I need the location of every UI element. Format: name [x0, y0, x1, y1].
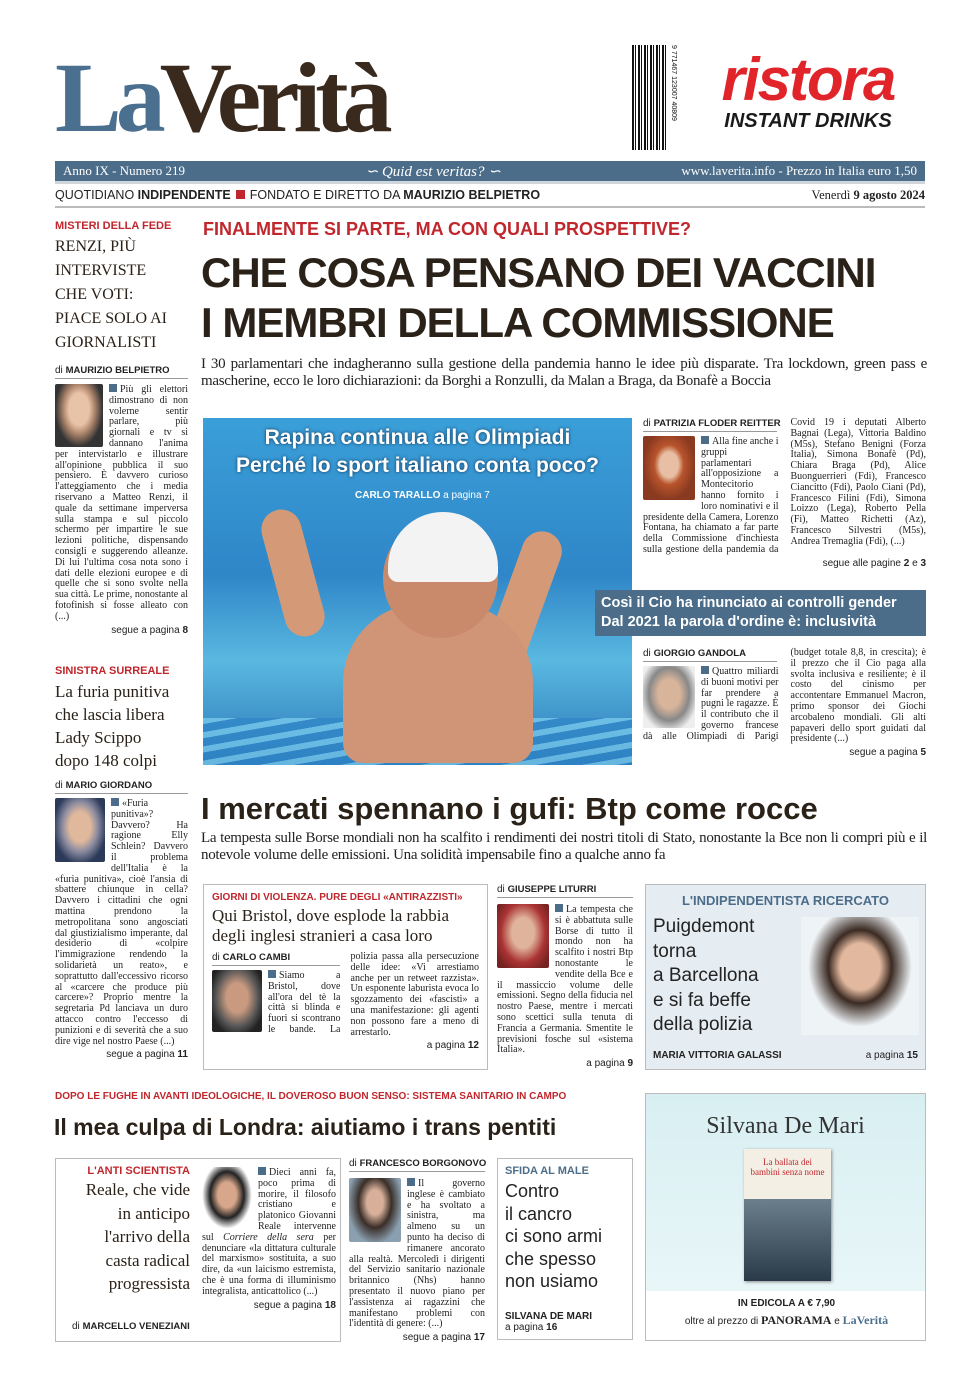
founder-name: MAURIZIO BELPIETRO — [403, 188, 541, 202]
ad-ristora[interactable] — [686, 46, 930, 133]
article-body — [497, 904, 633, 1056]
author: PATRIZIA FLODER REITTER — [653, 418, 781, 429]
page: 7 — [484, 490, 490, 501]
headline-line: Rapina continua alle Olimpiadi — [264, 426, 571, 449]
headline-line: progressista — [108, 1274, 190, 1293]
by: di — [643, 648, 654, 659]
author: MARIO GIORDANO — [65, 780, 153, 791]
kicker: SINISTRA SURREALE — [55, 665, 170, 677]
masthead-subline — [55, 188, 925, 208]
page: 11 — [177, 1049, 188, 1061]
author: FRANCESCO BORGONOVO — [359, 1158, 487, 1169]
author-photo — [497, 904, 549, 968]
panorama-logo: PANORAMA — [761, 1313, 832, 1327]
segue: segue a pagina — [402, 1332, 474, 1344]
page: 9 — [627, 1058, 633, 1070]
square-bullet-icon — [701, 436, 709, 444]
headline-line: Contro — [505, 1181, 560, 1201]
headline-line: La furia punitiva — [55, 682, 170, 701]
page: 12 — [467, 1040, 479, 1052]
headline-line: e si fa beffe — [653, 989, 751, 1011]
laverita-logo: LaVerità — [842, 1313, 889, 1327]
article-body — [202, 1167, 336, 1298]
byline — [349, 1158, 485, 1172]
logo-la: La — [55, 42, 160, 153]
headline-line: casta radical — [105, 1250, 190, 1270]
author-photo — [349, 1178, 401, 1242]
byline — [55, 780, 188, 794]
headline-line: in anticipo — [117, 1203, 190, 1223]
by: di — [212, 952, 223, 963]
author: MAURIZIO BELPIETRO — [65, 365, 170, 376]
author: CARLO TARALLO — [355, 490, 441, 501]
cio-headline[interactable] — [595, 590, 926, 636]
tagline-bold: INDIPENDENTE — [137, 188, 231, 202]
ad-sub: INSTANT DRINKS — [724, 110, 892, 132]
headline — [505, 1180, 625, 1293]
headline-line: CHE COSA PENSANO DEI VACCINI — [201, 249, 876, 296]
london-headline[interactable]: Il mea culpa di Londra: aiutiamo i trans pentiti — [54, 1114, 557, 1140]
headline — [212, 906, 479, 946]
segue: segue a pagina — [106, 1049, 178, 1061]
continue-link[interactable] — [212, 1040, 479, 1052]
text: per denunciare «la dittatura culturale del marxismo» sostituita, a suo dire, da «un laicismo estremista, che è una forma di illuminismo integralista, anticattolico (...) — [202, 1231, 336, 1297]
barcode — [632, 45, 668, 150]
square-bullet-icon — [268, 970, 276, 978]
headline-line: Perché lo sport italiano conta poco? — [236, 454, 599, 477]
page: 18 — [324, 1299, 336, 1311]
ad-book[interactable] — [645, 1093, 926, 1341]
page: 8 — [182, 624, 188, 636]
ref: a pagina — [586, 1058, 628, 1070]
lead-kicker: FINALMENTE SI PARTE, MA CON QUALI PROSPETTIVE? — [203, 219, 692, 239]
author: MARIA VITTORIA GALASSI — [653, 1050, 782, 1061]
masthead-bar — [55, 161, 925, 184]
article-body — [55, 384, 188, 623]
author-photo — [643, 666, 695, 728]
author-photo — [643, 436, 695, 500]
by: di — [72, 1321, 83, 1332]
kicker: SFIDA AL MALE — [505, 1165, 589, 1177]
headline-line: che lascia libera — [55, 705, 165, 724]
article-body — [643, 418, 926, 556]
by: di — [497, 884, 508, 895]
masthead-logo — [55, 42, 387, 153]
article-body — [55, 798, 188, 1047]
kicker: MISTERI DELLA FEDE — [55, 220, 172, 232]
headline-line: a Barcellona — [653, 965, 759, 986]
motto: ∽ Quid est veritas? ∽ — [365, 163, 501, 180]
by: di — [55, 780, 66, 791]
article-renzi[interactable] — [55, 220, 188, 637]
and: e — [909, 557, 921, 569]
continue-link[interactable] — [55, 1049, 188, 1061]
continue-link[interactable] — [349, 1332, 485, 1344]
founded-pre: FONDATO E DIRETTO DA — [249, 188, 404, 202]
continue-link[interactable] — [55, 625, 188, 637]
by: di — [349, 1158, 360, 1169]
headline-line: Qui Bristol, dove esplode la rabbia — [212, 906, 450, 925]
photo-headline — [203, 424, 632, 480]
square-bullet-icon — [111, 798, 119, 806]
author: MARCELLO VENEZIANI — [82, 1321, 190, 1332]
continue-link[interactable] — [505, 1322, 625, 1333]
site-price: www.laverita.info - Prezzo in Italia euro 1,50 — [681, 163, 917, 178]
segue: segue a pagina — [111, 624, 183, 636]
headline-line: PIACE SOLO AI — [55, 310, 168, 327]
text: Più gli elettori dimostrano di non volerne sentir parlare, più giornali e tv si dannano l'anima per intervistarlo e illustrare all'opinione pubblica il suo pensiero. È davvero curioso l'atteggiamento che i media riservano a Matteo Renzi, il quale da settimane imperversa sulla stampa e sul piccolo schermo per impartire le sue lezioni politiche, dispensando consigli e suggerendo alleanze. Di lui l'ultima cosa nota sono i dati delle elezioni europee e di quelle che si sono svolte nella sua città. Le prime, nonostante al fotofinish si fosse alleato con (...) — [55, 384, 188, 622]
article-body — [212, 952, 479, 1038]
continue-link[interactable] — [643, 747, 926, 759]
text: Siamo a Bristol, dove all'ora del tè la città si blinda e fuori si scontrano le bande. La polizia passa alla persecuzione delle idee: «Vi arrestiamo anche per un retweet razzista». Un esponente laburista evoca lo sgozzamento dei «fascisti» a una manifestazione: gli agenti non possono fare a meno di arrestarlo. — [268, 951, 479, 1038]
text: Quattro miliardi di buoni motivi per far prendere a pugni le ragazze. È il contributo che il governo francese dà alle Olimpiadi di Parigi (budget totale 8,8, in crescita); è il prezzo che il Cio paga alla svolta inclusiva e resiliente; è il costo del cinismo per accontentare Emmanuel Macron, primo sponsor dei Giochi arcobaleno mondiali. Gli alti papaveri dello sport guidati dal presidente (...) — [643, 647, 926, 745]
markets-headline[interactable]: I mercati spennano i gufi: Btp come rocce — [201, 791, 818, 826]
headline-line: ci sono armi — [505, 1226, 603, 1246]
author-photo — [212, 970, 262, 1032]
ref: a pagina — [440, 490, 485, 501]
headline-line: I MEMBRI DELLA COMMISSIONE — [201, 299, 834, 346]
author-photo — [55, 384, 103, 447]
kicker: L'INDIPENDENTISTA RICERCATO — [681, 893, 889, 908]
water-polo-cap — [388, 512, 498, 582]
headline-line: INTERVISTE — [55, 262, 147, 279]
author-photo — [202, 1167, 252, 1229]
note-text: oltre al prezzo di — [684, 1316, 762, 1327]
text: Alla fine anche i gruppi parlamentari all'opposizione a Montecitorio hanno fornito i loro nominativi e il presidente della Camera, Lorenzo Fontana, ha chiamato a far parte della Commissione d'inchiesta sulla gestione della pandemia da Covid 19 i deputati Alberto Bagnai (Lega), Vittoria Baldino (M5s), Stefano Benigni (Forza Italia), Simona Bonafè (Pd), Chiara Braga (Pd), Alice Buonguerrieri (Fdi), Francesco Ciancitto (Fdi), Paolo Ciani (Pd), Francesco Filini (Fdi), Simona Loizzo (Lega), Roberto Pella (Fi), Matteo Richetti (Az), Francesco Silvestri (M5s), Andrea Tremaglia (Fdi), (...) — [643, 417, 926, 555]
headline-line: il cancro — [505, 1203, 573, 1224]
headline-line: non usiamo — [505, 1271, 599, 1291]
headline-line: RENZI, PIÙ — [55, 238, 136, 255]
motto-text: Quid est veritas? — [381, 163, 485, 180]
text-italic: Corriere della sera — [223, 1231, 314, 1243]
square-bullet-icon — [555, 904, 563, 912]
byline — [497, 884, 633, 898]
ad-brand: ristora — [721, 46, 895, 113]
continue-link[interactable] — [202, 1300, 336, 1312]
article-reale[interactable] — [55, 1158, 341, 1342]
headline — [62, 1178, 190, 1296]
square-bullet-icon — [236, 190, 245, 199]
ad-author: Silvana De Mari — [706, 1113, 865, 1139]
puigdemont-photo — [801, 917, 919, 1035]
headline-line: Lady Scippo — [55, 728, 142, 747]
lead-headline[interactable] — [201, 248, 875, 348]
square-bullet-icon — [109, 384, 117, 392]
ad-price: IN EDICOLA A € 7,90 — [737, 1298, 836, 1309]
kicker: L'ANTI SCIENTISTA — [87, 1165, 190, 1177]
byline — [72, 1321, 190, 1334]
book-cover — [744, 1149, 831, 1281]
segue: segue a pagina — [849, 747, 921, 759]
article-cio[interactable] — [643, 648, 926, 759]
and: e — [831, 1316, 843, 1327]
issue-date — [811, 188, 925, 203]
author: CARLO CAMBI — [222, 952, 291, 963]
article-london[interactable] — [349, 1158, 485, 1344]
book-title: La ballata dei bambini senza nome — [750, 1157, 825, 1177]
headline-line: dopo 148 colpi — [55, 751, 157, 770]
barcode-number: 9 771467 123007 40809 — [670, 45, 677, 121]
headline-line: della polizia — [653, 1014, 753, 1035]
text: La tempesta che si è abbattuta sulle Borse di tutto il mondo non ha scalfito i nostri Btp nonostante le vendite della Bce e il massiccio volume delle emissioni. Segno della fiducia nel nostro Paese, mentre i mercati sono scettici sulla tenuta di Francia a Germania. Smentite le previsioni fosche sul «sistema Italia». — [497, 904, 633, 1056]
headline-line: Così il Cio ha rinunciato ai controlli gender — [601, 595, 897, 611]
square-bullet-icon — [701, 666, 709, 674]
text: Dieci anni fa, poco prima di morire, il filosofo cristiano e platonico Giovanni Reale intervenne sul — [202, 1167, 336, 1243]
markets-deck: La tempesta sulle Borse mondiali non ha scalfito i rendimenti dei nostri titoli di Stato, nonostante la Bce non li compri più e il notevole volume delle emissioni. Una solidità impensabile fino a qualche anno fa — [201, 830, 927, 863]
continue-link[interactable] — [497, 1058, 633, 1070]
logo-verita: Verità — [159, 42, 387, 153]
article-bristol[interactable] — [203, 884, 488, 1070]
byline — [55, 365, 188, 379]
article-puigdemont[interactable] — [645, 884, 926, 1070]
ref: a pagina — [865, 1050, 907, 1061]
author: SILVANA DE MARI — [505, 1310, 593, 1322]
segue: segue a pagina — [253, 1299, 325, 1311]
date-pre: Venerdì — [811, 188, 854, 202]
author-photo — [55, 798, 105, 862]
by: di — [643, 418, 654, 429]
segue: segue alle pagine — [822, 557, 904, 569]
headline-line: torna — [653, 940, 697, 962]
issue-number: Anno IX - Numero 219 — [63, 163, 186, 178]
page: 16 — [546, 1321, 558, 1333]
ref: a pagina — [426, 1040, 468, 1052]
tagline — [55, 188, 540, 203]
text: Il governo inglese è cambiato e ha svoltato a sinistra, ma almeno su un punto ha deciso di rimanere ancorato alla realtà. Mercoledì i dirigenti del Servizio sanitario nazionale britannico (Nhs) hanno presentato il nuovo piano per l'assistenza ai ragazzini che manifestano problemi con l'identità di genere: (...) — [349, 1178, 485, 1330]
by: di — [55, 365, 66, 376]
article-btp[interactable] — [497, 884, 633, 1070]
kicker: GIORNI DI VIOLENZA. PURE DEGLI «ANTIRAZZISTI» — [212, 892, 463, 903]
date-bold: 9 agosto 2024 — [853, 188, 925, 202]
article-body — [349, 1178, 485, 1330]
article-body — [643, 648, 926, 745]
continue-link[interactable] — [643, 558, 926, 570]
arm-left — [257, 505, 329, 641]
headline-line: CHE VOTI: — [55, 286, 134, 303]
headline-line: GIORNALISTI — [55, 334, 157, 351]
continue-link[interactable] — [866, 1050, 918, 1061]
square-bullet-icon — [258, 1167, 266, 1175]
text: «Furia punitiva»? Davvero? Ha ragione Elly Schlein? Davvero il problema dell'Italia è la «furia punitiva», cioè l'ansia di sbattere chiunque in cella? Davvero i cittadini che ogni mattina prendono la metropolitana sono angosciati dal giustizialismo imperante, dal desiderio di «colpire l'immigrazione rendendo la solidarietà un reato», e soprattutto dall'eccessivo ricorso al «carcere che produce più carcere»? Proprio mentre la segretaria Pd lanciava un duro attacco contro l'eccesso di punizioni e di severità che a suo dire vige nel nostro Paese (...) — [55, 798, 188, 1047]
headline-line: degli inglesi stranieri a casa loro — [212, 926, 433, 945]
page: 5 — [920, 747, 926, 759]
ref: a pagina — [505, 1321, 547, 1333]
photo-credit — [355, 490, 490, 501]
author: GIUSEPPE LITURRI — [507, 884, 597, 895]
headline — [55, 680, 188, 772]
headline-line: Dal 2021 la parola d'ordine è: inclusività — [601, 614, 877, 630]
ad-note — [646, 1313, 927, 1328]
article-cancer[interactable] — [497, 1158, 633, 1340]
author: GIORGIO GANDOLA — [653, 648, 746, 659]
tagline-pre: QUOTIDIANO — [55, 188, 138, 202]
square-bullet-icon — [407, 1178, 415, 1186]
headline-line: Reale, che vide — [85, 1180, 190, 1199]
london-kicker: DOPO LE FUGHE IN AVANTI IDEOLOGICHE, IL DOVEROSO BUON SENSO: SISTEMA SANITARIO IN CAMPO — [55, 1091, 567, 1102]
article-commission[interactable] — [643, 418, 926, 570]
article-lady-scippo[interactable] — [55, 665, 188, 1061]
page: 2 — [903, 557, 910, 569]
page2: 3 — [920, 557, 926, 569]
headline-line: che spesso — [505, 1248, 597, 1269]
headline-line: l'arrivo della — [104, 1227, 190, 1246]
byline — [643, 418, 781, 432]
page: 17 — [473, 1332, 485, 1344]
headline — [653, 915, 759, 1038]
page: 15 — [906, 1050, 918, 1061]
lead-deck: I 30 parlamentari che indagheranno sulla gestione della pandemia hanno le idee più disparate. Tra lockdown, green pass e mascherine, ecco le loro dichiarazioni: da Borghi a Ronzulli, da Malan a Braga, da Bonafè a Boccia — [201, 356, 927, 389]
photo-olympics[interactable] — [203, 418, 632, 765]
headline-line: Puigdemont — [653, 916, 755, 937]
headline — [55, 235, 188, 355]
